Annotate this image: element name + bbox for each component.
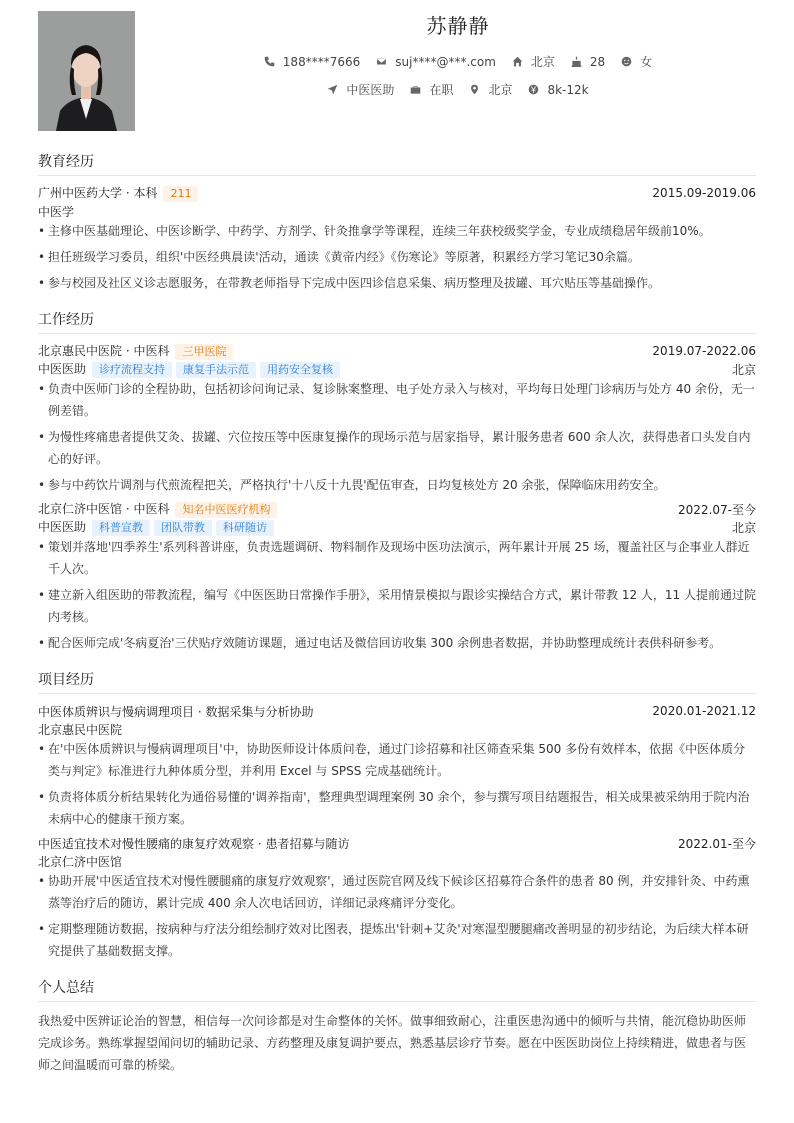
target-position-text: 中医医助: [346, 83, 395, 97]
job-status-text: 在职: [429, 83, 454, 97]
residence-info: [512, 53, 555, 70]
job-role: 中医医助: [38, 520, 87, 534]
job-date: 2019.07-2022.06: [652, 344, 756, 358]
phone-text: 188****7666: [282, 54, 361, 69]
project-name: 中医适宜技术对慢性腰痛的康复疗效观察 · 患者招募与随访: [38, 836, 350, 851]
job-bullets: [38, 536, 756, 654]
job-bullets: [38, 378, 756, 496]
contact-row: [160, 53, 756, 70]
list-item: • 参与校园及社区义诊志愿服务，在带教老师指导下完成中医四诊信息采集、病历整理及拔罐、耳穴贴压等基础操作。: [38, 272, 756, 294]
education-date: 2015.09-2019.06: [652, 186, 756, 200]
skill-tag: 用药安全复核: [260, 362, 340, 378]
job-role-row: [38, 518, 756, 536]
age-text: 28: [589, 54, 606, 69]
project-org-row: [38, 720, 756, 738]
phone-info: [264, 53, 360, 70]
job-org-line: [38, 342, 233, 360]
education-section: [38, 151, 756, 298]
skill-tag: 科研随访: [216, 520, 274, 536]
list-item: • 负责中医师门诊的全程协助，包括初诊问询记录、复诊脉案整理、电子处方录入与核对，平均每日处理门诊病历与处方 40 余份，无一例差错。: [38, 378, 756, 422]
project-org: 北京仁济中医馆: [38, 854, 123, 869]
section-title: 个人总结: [38, 977, 756, 1002]
candidate-name: 苏静静: [426, 14, 490, 38]
job-org: 北京惠民中医院 · 中医科: [38, 344, 170, 358]
job-org-line: [38, 500, 277, 518]
job-role-line: [38, 360, 340, 378]
target-city-text: 北京: [488, 83, 513, 97]
list-item: • 在'中医体质辨识与慢病调理项目'中，协助医师设计体质问卷，通过门诊招募和社区筛查采集 500 多份有效样本，依据《中医体质分类与判定》标准进行九种体质分型，并利用 Excel 与 SPSS 完成基础统计。: [38, 738, 756, 782]
education-bullets: [38, 220, 756, 294]
job-header: [38, 342, 756, 360]
job-intent-row: [160, 81, 756, 98]
gender-text: 女: [640, 55, 653, 69]
job-role-row: [38, 360, 756, 378]
job-status-info: [410, 81, 453, 98]
project-header: [38, 702, 756, 720]
age-info: [571, 53, 605, 70]
list-item: • 配合医师完成'冬病夏治'三伏贴疗效随访课题，通过电话及微信回访收集 300 余例患者数据，并协助整理成统计表供科研参考。: [38, 632, 756, 654]
skill-tag: 团队带教: [154, 520, 212, 536]
project-org-row: [38, 852, 756, 870]
project-date: 2022.01-至今: [678, 836, 756, 851]
list-item: • 担任班级学习委员，组织'中医经典晨读'活动，通读《黄帝内经》《伤寒论》等原著，积累经方学习笔记30余篇。: [38, 246, 756, 268]
project-header: [38, 834, 756, 852]
job-role-line: [38, 518, 274, 536]
job-city: 北京: [731, 362, 756, 377]
org-tag: 三甲医院: [175, 344, 233, 360]
project-date: 2020.01-2021.12: [652, 704, 756, 718]
target-city-info: [469, 81, 512, 98]
list-item: • 负责将体质分析结果转化为通俗易懂的'调养指南'，整理典型调理案例 30 余个，参与撰写项目结题报告，相关成果被采纳用于院内治未病中心的健康干预方案。: [38, 786, 756, 830]
gender-icon: [621, 56, 632, 67]
send-icon: [327, 84, 338, 95]
cake-icon: [571, 56, 582, 67]
summary-section: [38, 977, 756, 1076]
job-role: 中医医助: [38, 362, 87, 376]
target-position-info: [327, 81, 394, 98]
location-pin-icon: [469, 84, 480, 95]
mail-icon: [376, 56, 387, 67]
email-info: [376, 53, 496, 70]
job-city: 北京: [731, 520, 756, 535]
job-org: 北京仁济中医馆 · 中医科: [38, 502, 170, 516]
project-bullets: [38, 870, 756, 962]
education-header: [38, 184, 756, 202]
list-item: • 主修中医基础理论、中医诊断学、中药学、方剂学、针灸推拿学等课程，连续三年获校级奖学金，专业成绩稳居年级前10%。: [38, 220, 756, 242]
salary-text: 8k-12k: [547, 82, 589, 97]
job-date: 2022.07-至今: [678, 502, 756, 517]
school-tag: 211: [163, 186, 198, 202]
list-item: • 协助开展'中医适宜技术对慢性腰腿痛的康复疗效观察'，通过医院官网及线下候诊区招募符合条件的患者 80 例，并安排针灸、中药熏蒸等治疗后的随访，累计完成 400 余人次电话回访，详细记录疼痛评分变化。: [38, 870, 756, 914]
email-text: suj****@***.com: [395, 54, 496, 69]
education-major-row: [38, 202, 756, 220]
skill-tag: 诊疗流程支持: [92, 362, 172, 378]
summary-text: 我热爱中医辨证论治的智慧，相信每一次问诊都是对生命整体的关怀。做事细致耐心，注重医患沟通中的倾听与共情，能沉稳协助医师完成诊务。熟练掌握望闻问切的辅助记录、方药整理及康复调护要点，熟悉基层诊疗节奏。愿在中医医助岗位上持续精进，做患者与医师之间温暖而可靠的桥梁。: [38, 1014, 747, 1072]
section-title: 工作经历: [38, 309, 756, 334]
school-line: [38, 184, 198, 202]
list-item: • 为慢性疼痛患者提供艾灸、拔罐、穴位按压等中医康复操作的现场示范与居家指导，累计服务患者 600 余人次，获得患者口头发自内心的好评。: [38, 426, 756, 470]
salary-icon: [528, 84, 539, 95]
home-icon: [512, 56, 523, 67]
org-tag: 知名中医医疗机构: [175, 502, 277, 518]
phone-icon: [264, 56, 275, 67]
list-item: • 定期整理随访数据，按病种与疗法分组绘制疗效对比图表，提炼出'针刺+艾灸'对寒湿型腰腿痛改善明显的初步结论，为后续大样本研究提供了基础数据支撑。: [38, 918, 756, 962]
section-title: 教育经历: [38, 151, 756, 176]
briefcase-icon: [410, 84, 421, 95]
section-title: 项目经历: [38, 669, 756, 694]
major-name: 中医学: [38, 204, 75, 219]
list-item: • 建立新入组医助的带教流程，编写《中医医助日常操作手册》，采用情景模拟与跟诊实操结合方式，累计带教 12 人，11 人提前通过院内考核。: [38, 584, 756, 628]
work-section: [38, 309, 756, 658]
project-bullets: [38, 738, 756, 830]
projects-section: [38, 669, 756, 966]
project-org: 北京惠民中医院: [38, 722, 123, 737]
skill-tag: 科普宣教: [92, 520, 150, 536]
list-item: • 参与中药饮片调剂与代煎流程把关，严格执行'十八反十九畏'配伍审查，日均复核处方 20 余张，保障临床用药安全。: [38, 474, 756, 496]
project-name: 中医体质辨识与慢病调理项目 · 数据采集与分析协助: [38, 704, 314, 719]
school-name: 广州中医药大学 · 本科: [38, 186, 158, 200]
list-item: • 策划并落地'四季养生'系列科普讲座，负责选题调研、物料制作及现场中医功法演示，两年累计开展 25 场，覆盖社区与企事业人群近千人次。: [38, 536, 756, 580]
gender-info: [621, 53, 652, 70]
skill-tag: 康复手法示范: [176, 362, 256, 378]
salary-info: [528, 81, 588, 98]
residence-text: 北京: [530, 55, 555, 69]
job-header: [38, 500, 756, 518]
profile-photo: [38, 11, 135, 131]
